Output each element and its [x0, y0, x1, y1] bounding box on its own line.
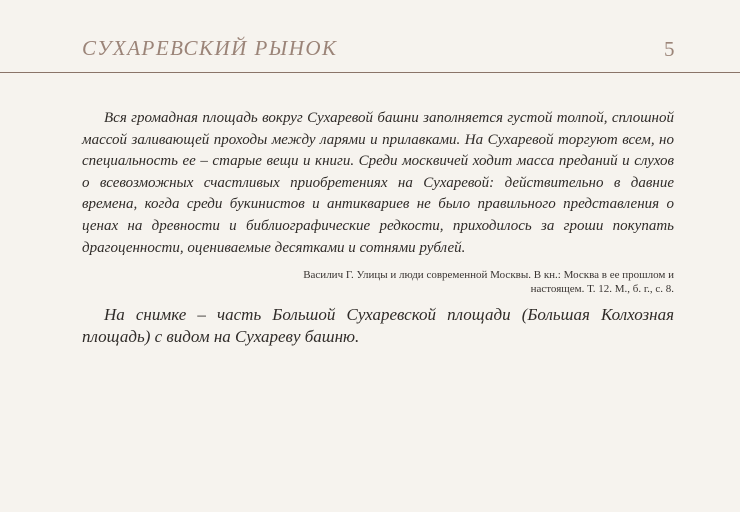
header-rule — [0, 72, 740, 73]
page-number: 5 — [664, 37, 675, 61]
running-title: СУХАРЕВСКИЙ РЫНОК — [82, 36, 338, 60]
citation: Василич Г. Улицы и люди современной Москвы. В кн.: Москва в ее прошлом и настоящем. Т. 12. М., б. г., с. 8. — [303, 269, 674, 295]
quote-paragraph: Вся громадная площадь вокруг Сухаревой башни заполняется густой толпой, сплошной массой заливающей проходы между ларями и прилавками. На Сухаревой торгуют всем, но специальность ее – старые вещи и книги. Среди москвичей ходит масса преданий и слухов о всевозможных счастливых приобретениях на Сухаревой: действительно в давние времена, когда среди букинистов и антиквариев не было правильного представления о ценах на древности и библиографические редкости, приходилось за гроши покупать драгоценности, оцениваемые десятками и сотнями рублей. — [82, 110, 674, 256]
photo-caption: На снимке – часть Большой Сухаревской площади (Большая Колхозная площадь) с видом на Сухареву башню. — [82, 305, 674, 346]
